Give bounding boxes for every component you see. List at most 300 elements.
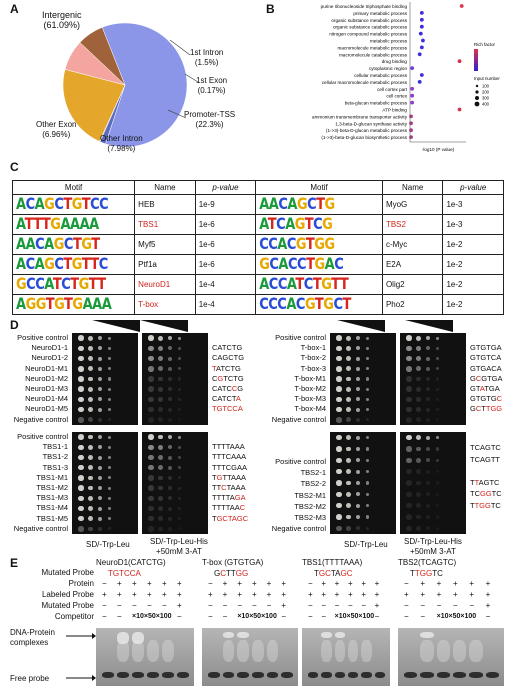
dilution-wedge	[405, 320, 453, 332]
yeast-spot	[426, 526, 430, 530]
sign-labeled: +	[404, 590, 409, 599]
yeast-spot	[148, 397, 154, 403]
sign-mutated: +	[485, 601, 491, 610]
sign-mutated: −	[117, 601, 122, 610]
sign-mutated: −	[469, 601, 474, 610]
sequence-segment: TTTTA	[212, 493, 235, 503]
yeast-spot	[178, 507, 181, 510]
yeast-spot	[416, 346, 421, 351]
motif-pvalue: 1e-3	[443, 215, 504, 235]
yeast-spot	[168, 387, 172, 391]
yeast-spot	[366, 504, 369, 507]
sequence-segment: CATCT	[212, 394, 236, 404]
go-dot	[418, 80, 422, 84]
yeast-spot	[158, 387, 163, 392]
yeast-spot	[406, 386, 412, 392]
strain-label: Negative control	[271, 414, 326, 424]
yeast-spot	[436, 408, 439, 411]
yeast-spot	[366, 481, 369, 484]
sequence-segment: GTGA	[481, 373, 503, 383]
yeast-spot	[336, 526, 342, 532]
gel-arrows	[66, 628, 96, 688]
medium-label: SD/-Trp-Leu	[344, 540, 388, 549]
yeast-spot	[158, 366, 163, 371]
emsa-mutated-seq	[214, 569, 248, 578]
sign-competitor: −	[420, 612, 425, 621]
gel-image	[302, 628, 390, 686]
panel-label-e: E	[10, 556, 19, 570]
sign-protein: +	[132, 579, 137, 588]
sign-competitor: −	[308, 612, 313, 621]
sign-mutated: −	[436, 601, 442, 610]
sign-mutated: −	[334, 601, 340, 610]
yeast-spot	[88, 506, 93, 511]
free-probe-band	[177, 672, 189, 678]
sequence-segment: C	[239, 503, 246, 513]
sequence-segment: TC	[470, 489, 480, 498]
motif-cell	[256, 235, 383, 255]
yeast-spot	[168, 486, 172, 490]
strain-label: TBS1-1	[42, 442, 68, 452]
emsa-row-label: Mutated Probe	[41, 568, 94, 577]
yeast-spot	[98, 357, 102, 361]
free-probe-band	[162, 672, 174, 678]
motif-cell	[256, 215, 383, 235]
motif-pvalue: 1e-2	[443, 295, 504, 315]
motif-cell	[256, 195, 383, 215]
yeast-spot	[108, 408, 111, 411]
pie-label-other-exon: Other Exon (6.96%)	[36, 120, 77, 139]
yeast-spot	[436, 493, 439, 496]
sign-labeled: +	[162, 590, 167, 599]
sign-mutated: −	[162, 601, 167, 610]
medium-line-1: SD/-Trp-Leu-His	[404, 537, 462, 546]
yeast-spot	[178, 456, 181, 459]
yeast-spot	[98, 336, 102, 340]
sign-competitor: −	[404, 612, 409, 621]
sequence-segment: G	[217, 373, 224, 383]
emsa-row-label: Labeled Probe	[41, 590, 94, 599]
yeast-spot	[88, 465, 93, 470]
yeast-spot	[148, 516, 154, 522]
motif-cell	[256, 255, 383, 275]
complex-label-line1: DNA-Protein	[10, 628, 55, 637]
yeast-spot	[98, 346, 102, 350]
yeast-spot	[88, 486, 93, 491]
motif-row	[13, 255, 504, 275]
yeast-spot	[78, 526, 84, 532]
sign-labeled: +	[374, 590, 380, 599]
sign-labeled: +	[348, 590, 353, 599]
go-dot	[409, 121, 413, 125]
yeast-spot	[346, 447, 351, 452]
yeast-spot	[178, 367, 181, 370]
yeast-spot	[416, 458, 421, 463]
strain-label: TBS1-M1	[36, 472, 68, 482]
yeast-spot	[336, 469, 342, 475]
go-term-label: organic substance metabolic process	[331, 17, 407, 23]
go-size-dot	[476, 85, 478, 87]
yeast-spot	[356, 357, 360, 361]
yeast-spot	[108, 367, 111, 370]
probe-sequence	[470, 501, 501, 510]
go-dot	[420, 25, 424, 29]
yeast-spot	[88, 387, 93, 392]
go-dot	[409, 115, 413, 119]
probe-sequence	[212, 384, 243, 393]
yeast-spot	[416, 435, 421, 440]
sign-labeled: +	[222, 590, 228, 599]
yeast-spot	[178, 337, 181, 340]
sequence-segment: TA	[330, 569, 341, 578]
yeast-spot	[366, 470, 369, 473]
yeast-spot	[98, 367, 102, 371]
sequence-segment: C	[475, 373, 482, 383]
go-term-label: cytoplasmic region	[368, 66, 407, 72]
yeast-spot	[366, 337, 369, 340]
go-dot	[420, 18, 424, 22]
motif-cell	[256, 295, 383, 315]
sign-protein: +	[420, 579, 425, 588]
yeast-spot	[168, 476, 172, 480]
yeast-spot	[178, 418, 181, 421]
motif-logo: ATTTGAAAA	[16, 214, 99, 234]
complex-band	[321, 632, 331, 638]
motif-name: NeuroD1	[135, 275, 196, 295]
motif-table	[12, 180, 504, 315]
yeast-spot	[406, 469, 412, 475]
smear	[147, 640, 159, 662]
yeast-spot	[158, 445, 163, 450]
go-dot	[420, 73, 424, 77]
free-probe-band	[375, 672, 385, 678]
yeast-spot	[356, 387, 360, 391]
probe-sequence	[212, 374, 244, 383]
free-probe-band	[335, 672, 345, 678]
yeast-spot	[346, 417, 351, 422]
yeast-spot	[366, 367, 369, 370]
yeast-spot	[416, 492, 421, 497]
smear	[437, 640, 450, 662]
probe-sequence	[470, 394, 502, 403]
yeast-spot	[98, 418, 102, 422]
yeast-spot	[78, 366, 84, 372]
motif-name: TBS2	[382, 215, 443, 235]
free-probe-band	[361, 672, 371, 678]
yeast-spot	[336, 480, 342, 486]
sign-protein: +	[469, 579, 474, 588]
yeast-spot	[78, 516, 84, 522]
sign-mutated: +	[374, 601, 380, 610]
yeast-spot	[98, 377, 102, 381]
go-dot	[410, 101, 414, 105]
sign-protein: +	[321, 579, 326, 588]
sequence-segment: A	[479, 384, 485, 393]
smear	[162, 640, 174, 662]
yeast-spot	[78, 445, 84, 451]
probe-sequence	[470, 343, 502, 352]
strain-label: Positive control	[17, 432, 68, 441]
yeast-spot	[426, 387, 430, 391]
dilution-wedge	[140, 320, 188, 332]
yeast-spot	[426, 336, 430, 340]
pie-label-promoter: Promoter-TSS (22.3%)	[184, 110, 236, 129]
sequence-segment: C	[221, 483, 227, 492]
medium-label-selective	[404, 537, 462, 557]
emsa-row-label: Competitor	[54, 612, 94, 621]
yeast-spot	[356, 397, 360, 401]
yeast-spot	[158, 356, 163, 361]
yeast-spot	[366, 347, 369, 350]
free-probe-band	[223, 672, 235, 678]
motif-logo: GCACCTGAC	[259, 254, 344, 274]
go-term-label: 1,3-beta-D-glucan synthase activity	[335, 121, 407, 127]
yeast-spot	[336, 417, 342, 423]
yeast-plate	[72, 432, 138, 534]
yeast-spot	[108, 357, 111, 360]
sign-mutated: −	[348, 601, 353, 610]
motif-cell	[256, 275, 383, 295]
medium-label: SD/-Trp-Leu	[86, 540, 130, 549]
yeast-spot	[346, 346, 351, 351]
yeast-spot	[88, 516, 93, 521]
yeast-spot	[436, 418, 439, 421]
yeast-spot	[148, 366, 154, 372]
strain-label: NeuroD1-2	[31, 353, 68, 363]
yeast-spot	[78, 485, 84, 491]
sign-protein: +	[162, 579, 167, 588]
yeast-spot	[88, 356, 93, 361]
go-dot-plot	[270, 0, 520, 160]
sequence-segment: TC	[490, 500, 501, 510]
yeast-spot	[178, 517, 181, 520]
yeast-spot	[416, 469, 421, 474]
go-term-label: organic substance catabolic process	[332, 24, 407, 30]
go-size-label: 300	[482, 95, 489, 101]
strain-label: TBS2-M1	[294, 490, 326, 500]
yeast-spot	[148, 407, 154, 413]
motif-logo: AACAGCTGT	[16, 234, 100, 254]
sequence-segment: TTTTAAA	[212, 442, 245, 452]
yeast-spot	[436, 527, 439, 530]
motif-name: Pho2	[382, 295, 443, 315]
yeast-spot	[158, 346, 163, 351]
yeast-spot	[178, 436, 181, 439]
yeast-spot	[88, 407, 93, 412]
sign-mutated: −	[132, 601, 137, 610]
go-dot	[421, 39, 425, 43]
yeast-spot	[78, 386, 84, 392]
yeast-spot	[436, 337, 439, 340]
yeast-spot	[158, 435, 163, 440]
yeast-plate	[330, 333, 396, 425]
gel-image	[202, 628, 298, 686]
panel-label-c: C	[10, 160, 19, 174]
go-term-label: ATP binding	[382, 107, 407, 113]
sign-protein: +	[485, 579, 491, 588]
yeast-spot	[416, 481, 421, 486]
yeast-spot	[148, 346, 154, 352]
motif-pvalue: 1e-6	[195, 255, 256, 275]
yeast-spot	[416, 387, 421, 392]
yeast-spot	[346, 397, 351, 402]
emsa-title: TBS1(TTTTAAA)	[302, 558, 363, 567]
yeast-spot	[436, 377, 439, 380]
yeast-spot	[88, 377, 93, 382]
sign-mutated: −	[404, 601, 409, 610]
yeast-spot	[88, 417, 93, 422]
go-term-label: primary metabolic process	[353, 10, 407, 16]
gel-image	[398, 628, 504, 686]
smear	[117, 640, 129, 662]
strain-label: T-box-M3	[294, 394, 326, 404]
sign-labeled: +	[453, 590, 458, 599]
yeast-spot	[416, 397, 421, 402]
sign-labeled: +	[436, 590, 442, 599]
yeast-spot	[98, 397, 102, 401]
yeast-spot	[168, 367, 172, 371]
sign-protein: +	[334, 579, 340, 588]
yeast-spot	[78, 335, 84, 341]
yeast-spot	[436, 357, 439, 360]
probe-sequence	[470, 353, 501, 362]
yeast-spot	[108, 466, 111, 469]
yeast-spot	[98, 476, 102, 480]
smear	[223, 640, 235, 662]
free-probe-band	[252, 672, 264, 678]
yeast-spot	[108, 456, 111, 459]
yeast-spot	[346, 387, 351, 392]
panel-label-d: D	[10, 318, 19, 332]
yeast-spot	[406, 366, 412, 372]
yeast-spot	[426, 504, 430, 508]
yeast-spot	[336, 407, 342, 413]
go-term-label: ammonium transmembrane transporter activity	[312, 114, 407, 120]
sign-labeled: +	[321, 590, 326, 599]
motif-name: c-Myc	[382, 235, 443, 255]
yeast-spot	[346, 458, 351, 463]
strain-label: TBS2-2	[300, 479, 326, 489]
yeast-spot	[366, 408, 369, 411]
sequence-segment: T	[470, 500, 475, 510]
yeast-spot	[148, 434, 154, 440]
sequence-segment: TCTG	[223, 373, 244, 383]
go-term-label: (1->3)-beta-D-glucan metabolic process	[325, 128, 407, 134]
sequence-segment: TGG	[474, 500, 491, 510]
yeast-spot	[158, 486, 163, 491]
yeast-spot	[178, 377, 181, 380]
free-probe-band	[486, 672, 499, 678]
yeast-spot	[168, 507, 172, 511]
yeast-spot	[98, 408, 102, 412]
yeast-spot	[108, 517, 111, 520]
sign-protein: −	[308, 579, 313, 588]
pie-label-1st-intron: 1st Intron (1.5%)	[190, 48, 224, 67]
yeast-spot	[148, 417, 154, 423]
yeast-spot	[148, 506, 154, 512]
sequence-segment: TAAA	[226, 483, 246, 492]
sign-competitor: −	[102, 612, 107, 621]
sign-labeled: +	[237, 590, 242, 599]
yeast-plate	[400, 432, 466, 534]
yeast-spot	[336, 458, 342, 464]
probe-sequence	[212, 493, 246, 502]
go-size-label: 100	[482, 83, 489, 89]
free-probe-band	[102, 672, 114, 678]
yeast-spot	[168, 517, 172, 521]
smear	[267, 640, 279, 662]
motif-cell	[13, 295, 135, 315]
sequence-segment: GC	[340, 569, 353, 578]
yeast-spot	[366, 459, 369, 462]
yeast-spot	[436, 398, 439, 401]
sign-labeled: +	[334, 590, 340, 599]
go-dot	[409, 135, 413, 139]
sequence-segment: T	[314, 569, 319, 578]
strain-label: TBS1-M2	[36, 483, 68, 492]
probe-sequence	[212, 364, 241, 373]
motif-pvalue: 1e-4	[195, 295, 256, 315]
yeast-spot	[98, 387, 102, 391]
yeast-spot	[78, 397, 84, 403]
yeast-spot	[88, 496, 93, 501]
yeast-spot	[88, 445, 93, 450]
sequence-segment: T	[212, 363, 217, 373]
sign-competitor: −	[485, 612, 491, 621]
panel-label-b: B	[266, 2, 275, 16]
yeast-spot	[426, 515, 430, 519]
emsa-mutated-seq	[410, 569, 443, 578]
yeast-spot	[406, 356, 412, 362]
dilution-wedge	[337, 320, 385, 332]
sequence-segment: T	[212, 513, 217, 523]
sequence-segment: GG	[480, 489, 492, 498]
yeast-plate	[400, 333, 466, 425]
yeast-spot	[356, 346, 360, 350]
emsa-title: T-box (GTGTGA)	[202, 558, 264, 567]
yeast-spot	[158, 476, 163, 481]
sign-protein: −	[102, 579, 107, 588]
yeast-spot	[346, 356, 351, 361]
yeast-spot	[78, 346, 84, 352]
yeast-spot	[426, 481, 430, 485]
strain-label: TBS1-M3	[36, 493, 68, 503]
yeast-spot	[346, 336, 351, 341]
go-term-label: drug binding	[381, 59, 407, 65]
sequence-segment: GTGACA	[470, 363, 502, 373]
yeast-spot	[366, 515, 369, 518]
motif-cell	[13, 255, 135, 275]
yeast-spot	[406, 458, 412, 464]
yeast-spot	[78, 376, 84, 382]
complex-band	[335, 632, 345, 638]
probe-sequence	[212, 442, 245, 451]
yeast-spot	[108, 487, 111, 490]
yeast-spot	[168, 408, 172, 412]
yeast-spot	[88, 397, 93, 402]
yeast-spot	[158, 417, 163, 422]
sequence-segment: TGTCCA	[212, 404, 243, 414]
sign-labeled: +	[252, 590, 257, 599]
sign-protein: +	[281, 579, 286, 588]
sequence-segment: C	[212, 373, 218, 383]
sign-mutated: −	[102, 601, 107, 610]
yeast-spot	[346, 435, 351, 440]
yeast-spot	[416, 377, 421, 382]
go-dot	[418, 52, 422, 56]
sequence-segment: TT	[226, 569, 236, 578]
yeast-spot	[366, 493, 369, 496]
